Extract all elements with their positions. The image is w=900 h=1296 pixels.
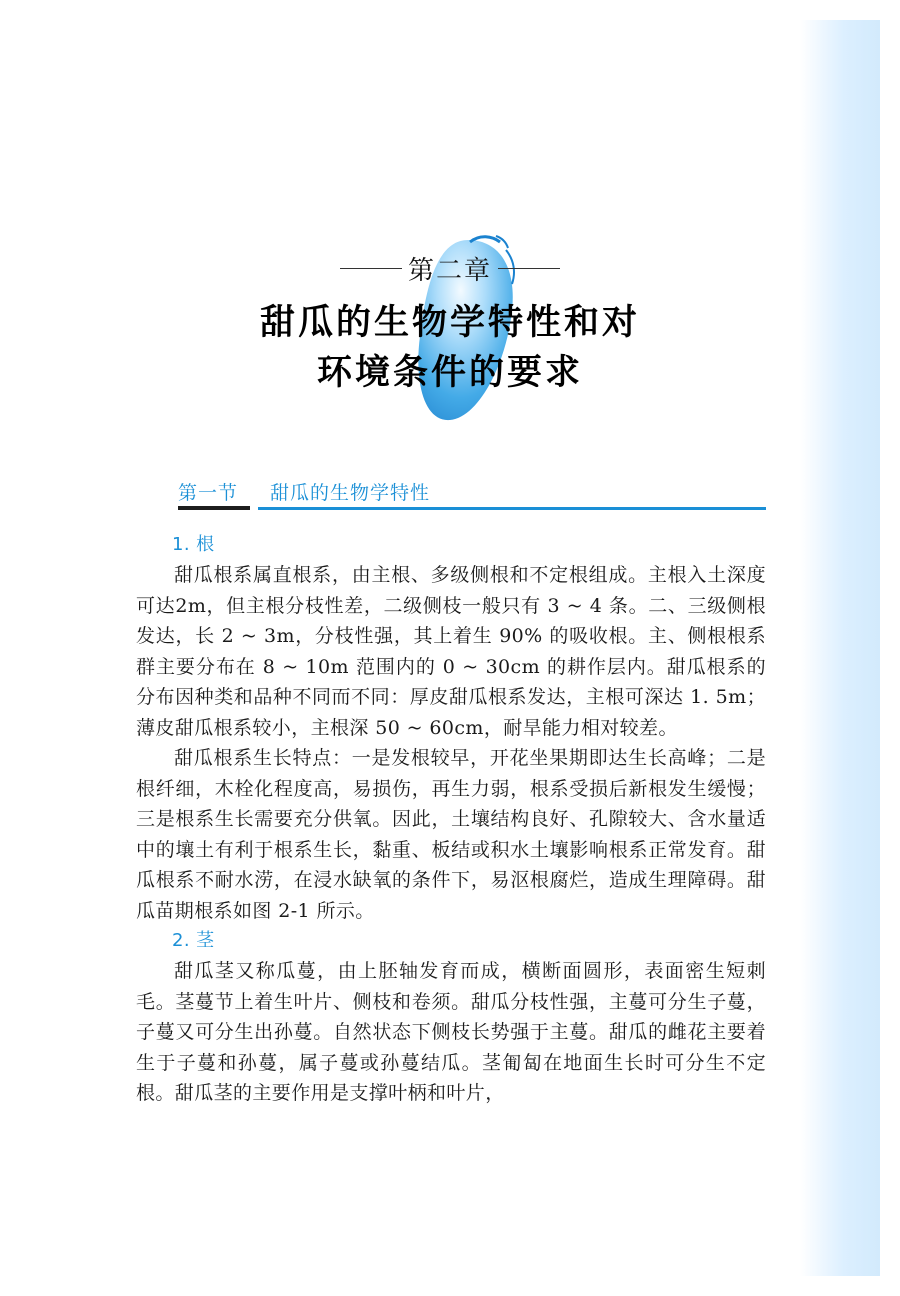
chapter-title: [0, 298, 900, 398]
section-number: 第一节: [178, 482, 239, 504]
paragraph: 甜瓜茎又称瓜蔓，由上胚轴发育而成，横断面圆形，表面密生短刺毛。茎蔓节上着生叶片、侧枝和卷须。甜瓜分枝性强，主蔓可分生子蔓，子蔓又可分生出孙蔓。自然状态下侧枝长势强于主蔓。甜瓜的雌花主要着生于子蔓和孙蔓，属子蔓或孙蔓结瓜。茎匍匐在地面生长时可分生不定根。甜瓜茎的主要作用是支撑叶柄和叶片，: [136, 960, 766, 1104]
chapter-title-line-1: 甜瓜的生物学特性和对: [259, 302, 640, 343]
chapter-rule-left: [340, 268, 402, 269]
paragraph: 甜瓜根系属直根系，由主根、多级侧根和不定根组成。主根入土深度可达2m，但主根分枝性差，二级侧枝一般只有 3 ~ 4 条。二、三级侧根发达，长 2 ~ 3m，分枝性强，其上着生 90% 的吸收根。主、侧根根系群主要分布在 8 ~ 10m 范围内的 0 ~ 30cm 的耕作层内。甜瓜根系的分布因种类和品种不同而不同：厚皮甜瓜根系发达，主根可深达 1. 5m；薄皮甜瓜根系较小，主根深 50 ~ 60cm，耐旱能力相对较差。: [136, 564, 766, 739]
section-title: 甜瓜的生物学特性: [270, 482, 431, 504]
subsection-heading-stem: 2. 茎: [172, 930, 215, 951]
chapter-title-line-2: 环境条件的要求: [316, 352, 583, 393]
paragraph: 甜瓜根系生长特点：一是发根较早，开花坐果期即达生长高峰；二是根纤细，木栓化程度高，易损伤，再生力弱，根系受损后新根发生缓慢；三是根系生长需要充分供氧。因此，土壤结构良好、孔隙较大、含水量适中的壤土有利于根系生长，黏重、板结或积水土壤影响根系正常发育。甜瓜根系不耐水涝，在浸水缺氧的条件下，易沤根腐烂，造成生理障碍。甜瓜苗期根系如图 2-1 所示。: [136, 747, 766, 922]
body-text: [136, 530, 766, 1109]
chapter-rule-right: [498, 268, 560, 269]
chapter-label-text: 第二章: [407, 256, 492, 286]
section-rule-blue: [258, 507, 766, 510]
section-heading: [178, 478, 766, 512]
subsection-heading-root: 1. 根: [172, 534, 215, 555]
section-rule-dark: [178, 506, 250, 510]
chapter-label: [0, 250, 900, 287]
